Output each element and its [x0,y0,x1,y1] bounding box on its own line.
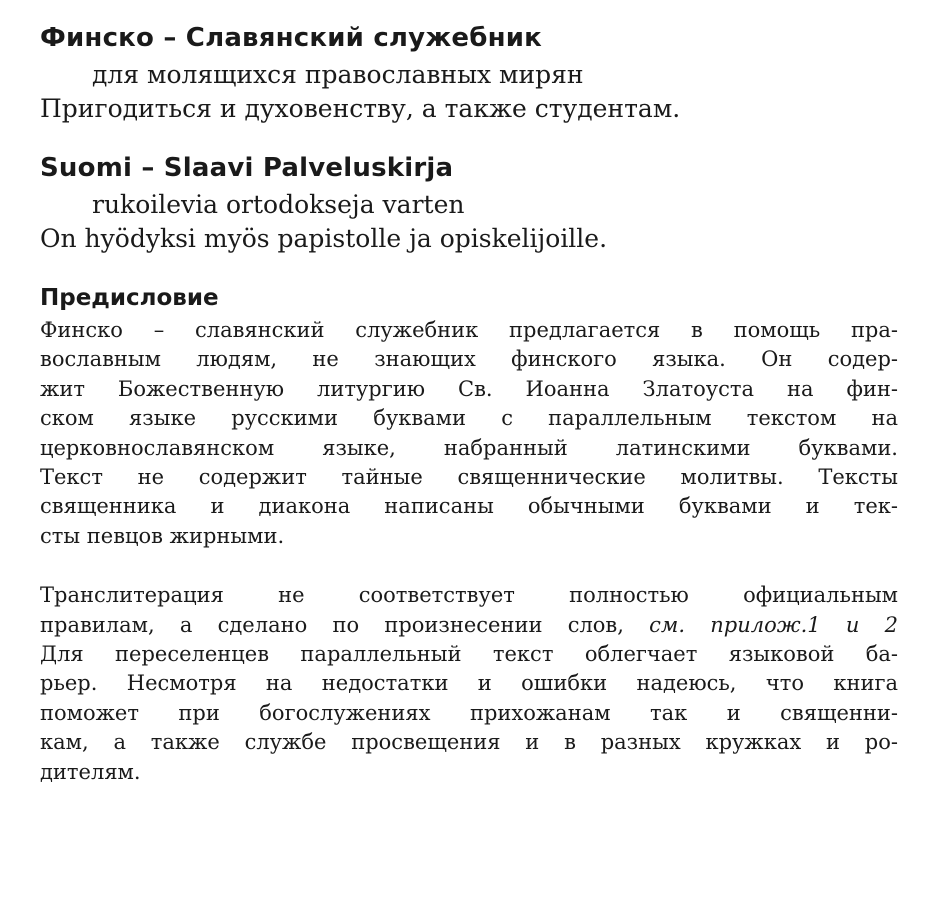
paragraph-line: дителям. [40,759,141,784]
russian-title-block [40,18,920,126]
finnish-note: On hyödyksi myös papistolle ja opiskelijoille. [40,224,608,253]
russian-subtitle: для молящихся православных мирян [92,60,584,89]
paragraph-line: поможет при богослужениях прихожанам так и священни- [40,700,898,725]
paragraph-line: Текст не содержит тайные священнические молитвы. Тексты [40,465,898,490]
russian-title: Финско – Славянский служебник [40,23,543,53]
paragraph-line-with-reference [40,611,898,640]
paragraph-line: Транслитерация не соответствует полностью официальным [40,583,898,608]
preface-paragraph-2 [40,581,898,787]
finnish-subtitle: rukoilevia ortodokseja varten [92,190,465,219]
russian-note: Пригодиться и духовенству, а также студентам. [40,94,681,123]
paragraph-line: жит Божественную литургию Св. Иоанна Златоуста на фин- [40,376,898,401]
paragraph-line: священника и диакона написаны обычными буквами и тек- [40,494,898,519]
finnish-title: Suomi – Slaavi Palveluskirja [40,153,454,183]
paragraph-line: церковнославянском языке, набранный латинскими буквами. [40,435,898,460]
paragraph-line: вославным людям, не знающих финского языка. Он содер- [40,347,898,372]
finnish-title-block [40,148,920,256]
paragraph-line: рьер. Несмотря на недостатки и ошибки надеюсь, что книга [40,671,898,696]
paragraph-line: сты певцов жирными. [40,523,285,548]
paragraph-line-text: правилам, а сделано по произнесении слов, [40,612,650,637]
appendix-reference: см. прилож.1 и 2 [649,612,898,637]
paragraph-line: кам, а также службе просвещения и в разных кружках и ро- [40,730,898,755]
paragraph-line: Финско – славянский служебник предлагается в помощь пра- [40,318,898,342]
paragraph-line: ском языке русскими буквами с параллельным текстом на [40,406,898,431]
document-page [40,18,920,787]
preface-heading: Предисловие [40,285,219,311]
paragraph-line: Для переселенцев параллельный текст облегчает языковой ба- [40,642,898,667]
preface-paragraph-1 [40,316,898,551]
